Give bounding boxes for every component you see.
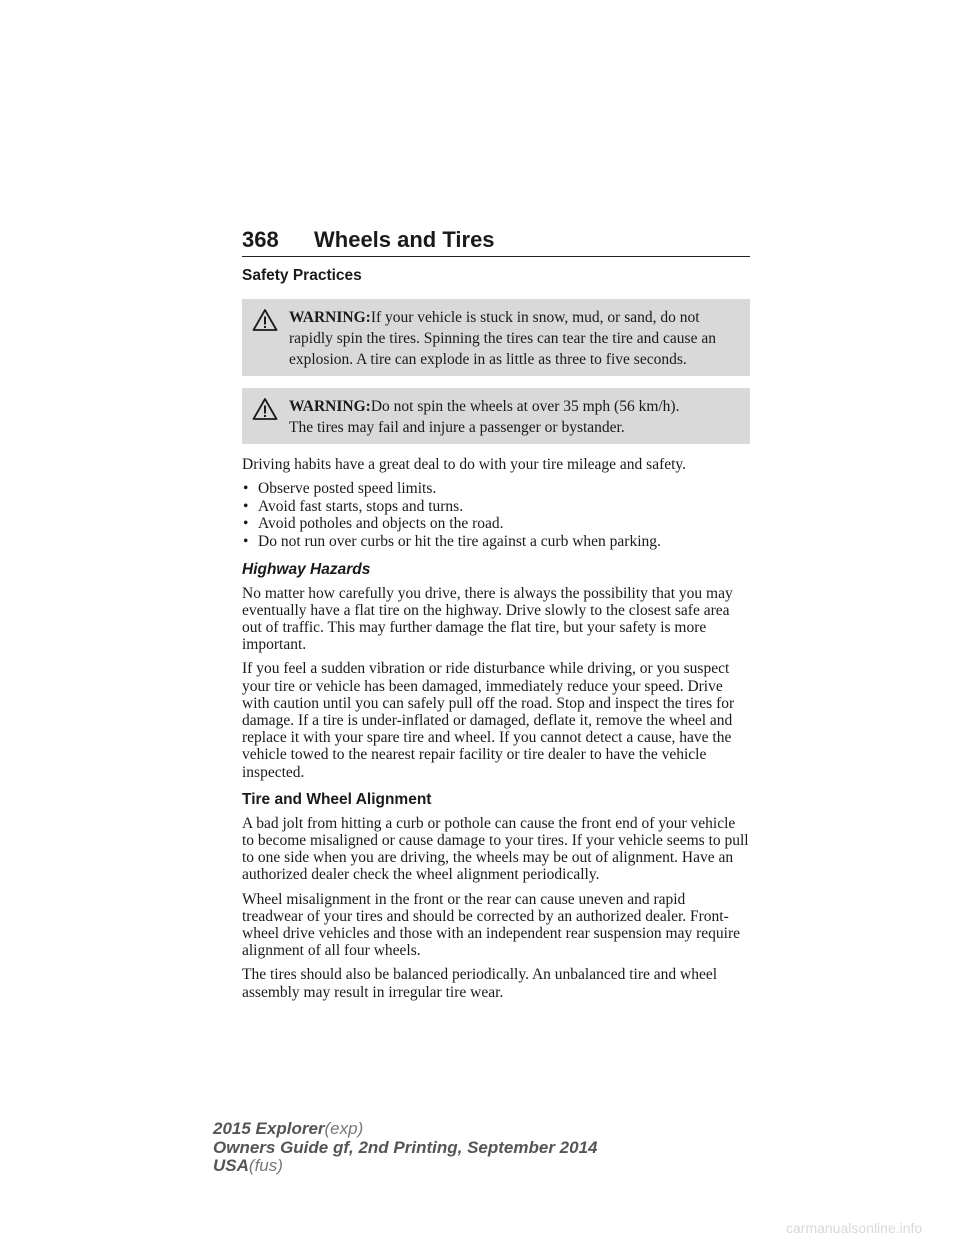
warning-box-2 [242, 388, 750, 444]
highway-paragraph-1: No matter how carefully you drive, there is always the possibility that you may eventually have a flat tire on the highway. Drive slowly to the closest safe area out of traffic. This may further damage the flat tire, but your safety is more important. [242, 584, 733, 654]
safety-intro: Driving habits have a great deal to do with your tire mileage and safety. [242, 456, 687, 473]
footer-model-code: (exp) [324, 1119, 364, 1138]
list-item: • Observe posted speed limits. [243, 480, 437, 498]
safety-bullet-list [242, 480, 750, 550]
section-heading-highway: Highway Hazards [242, 560, 371, 578]
footer-guide: Owners Guide gf, 2nd Printing, September 2014 [213, 1137, 598, 1157]
list-item: • Do not run over curbs or hit the tire against a curb when parking. [243, 532, 661, 550]
page-header [242, 227, 750, 257]
footer-market: USA [213, 1156, 249, 1175]
warning-text-line1: Do not spin the wheels at over 35 mph (56 km/h). [370, 398, 680, 415]
highway-paragraph-2: If you feel a sudden vibration or ride disturbance while driving, or you suspect your tire or vehicle has been damaged, immediately reduce your speed. Drive with caution until you can safely pull off the road. Stop and inspect the tires for damage. If a tire is under-inflated or damaged, deflate it, remove the wheel and replace it with your spare tire and wheel. If you cannot detect a cause, have the vehicle towed to the nearest repair facility or tire dealer to have the vehicle inspected. [242, 660, 735, 781]
list-item: • Avoid potholes and objects on the road. [243, 515, 504, 533]
warning-box-1 [242, 299, 750, 376]
watermark: carmanualsonline.info [786, 1220, 923, 1236]
section-heading-alignment: Tire and Wheel Alignment [242, 790, 432, 808]
document-footer [213, 1120, 597, 1176]
alignment-paragraph-3: The tires should also be balanced periodically. An unbalanced tire and wheel assembly may result in irregular tire wear. [242, 966, 718, 1001]
alignment-paragraph-1: A bad jolt from hitting a curb or pothole can cause the front end of your vehicle to become misaligned or cause damage to your tires. If your vehicle seems to pull to one side when you are driving, the wheels may be out of alignment. Have an authorized dealer check the wheel alignment periodically. [242, 814, 749, 884]
alignment-paragraph-2: Wheel misalignment in the front or the rear can cause uneven and rapid treadwear of your tires and should be corrected by an authorized dealer. Front-wheel drive vehicles and those with an independent rear suspension may require alignment of all four wheels. [242, 890, 740, 960]
chapter-title: Wheels and Tires [314, 227, 495, 252]
section-heading-safety: Safety Practices [242, 267, 362, 284]
page-content [242, 227, 750, 1008]
warning-text-rest: rapidly spin the tires. Spinning the tires can tear the tire and cause an explosion. A tire can explode in as little as three to five seconds. [289, 330, 716, 368]
list-item: • Avoid fast starts, stops and turns. [243, 497, 464, 515]
warning-label: WARNING: [289, 309, 371, 326]
page-number: 368 [242, 227, 279, 252]
warning-label: WARNING: [289, 398, 371, 415]
warning-triangle-icon [252, 397, 278, 421]
footer-model: 2015 Explorer [213, 1119, 325, 1138]
warning-triangle-icon [252, 308, 278, 332]
warning-text-line1: If your vehicle is stuck in snow, mud, or sand, do not [370, 309, 700, 326]
warning-text-rest: The tires may fail and injure a passenger or bystander. [289, 419, 625, 436]
footer-market-code: (fus) [248, 1156, 283, 1175]
